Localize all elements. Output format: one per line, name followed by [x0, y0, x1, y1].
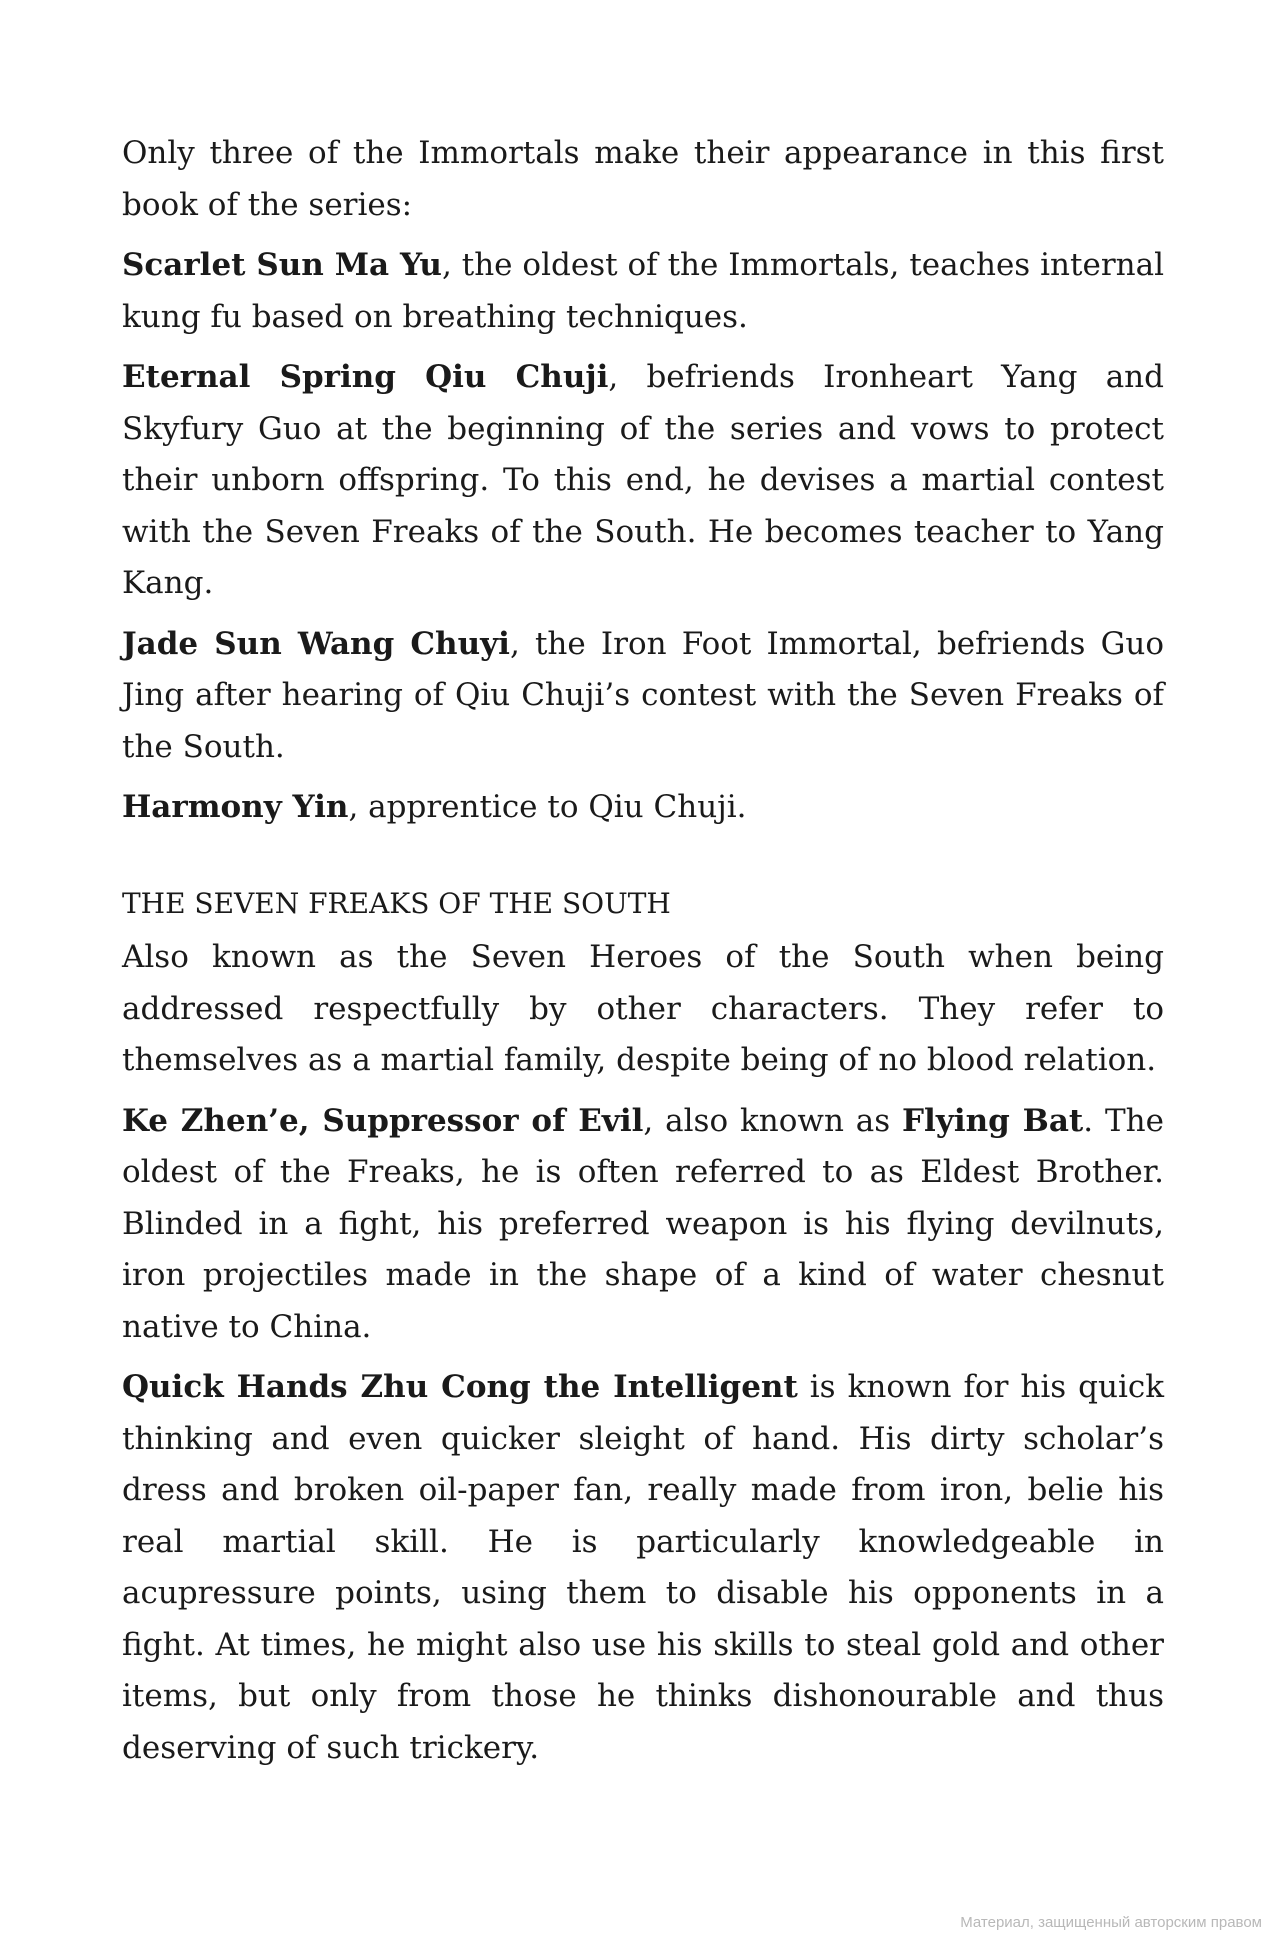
character-name: Scarlet Sun Ma Yu [122, 247, 442, 283]
character-name: Ke Zhen’e, Suppressor of Evil [122, 1102, 644, 1139]
freaks-description-text: Also known as the Seven Heroes of the South when being addressed respectfully by other characters. They refer to themselves as a martial family, despite being of no blood relation. [122, 939, 1164, 1078]
intro-text: Only three of the Immortals make their appearance in this first book of the series: [122, 135, 1164, 223]
character-name: Harmony Yin [122, 789, 349, 825]
immortal-entry-harmony-yin [122, 782, 1164, 834]
freak-entry-zhu-cong [122, 1362, 1164, 1774]
character-name: Jade Sun Wang Chuyi [122, 625, 510, 662]
page-body [122, 128, 1164, 1783]
character-description: , the oldest of the Immortals, teaches internal kung fu based on breathing techniques. [122, 247, 1164, 335]
character-description: , apprentice to Qiu Chuji. [348, 789, 747, 825]
character-description: . The oldest of the Freaks, he is often referred to as Eldest Brother. Blinded in a fight, his preferred weapon is his flying devilnuts, iron projectiles made in the shape of a kind of water chesnut native to China. [122, 1102, 1164, 1345]
character-description: , also known as [643, 1102, 903, 1139]
immortal-entry-ma-yu [122, 240, 1164, 343]
freaks-description [122, 932, 1164, 1087]
immortal-entry-wang-chuyi [122, 619, 1164, 774]
immortal-entry-qiu-chuji [122, 352, 1164, 610]
character-name: Eternal Spring Qiu Chuji [122, 359, 609, 395]
character-description: , befriends Ironheart Yang and Skyfury Guo at the beginning of the series and vows to protect their unborn offspring. To this end, he devises a martial contest with the Seven Freaks of the South. He becomes teacher to Yang Kang. [122, 359, 1164, 601]
freak-entry-ke-zhene [122, 1096, 1164, 1354]
copyright-watermark: Материал, защищенный авторским правом [960, 1914, 1262, 1931]
character-name: Quick Hands Zhu Cong the Intelligent [122, 1369, 798, 1405]
character-description: is known for his quick thinking and even quicker sleight of hand. His dirty scholar’s dress and broken oil-paper fan, really made from iron, belie his real martial skill. He is particularly knowledgeable in acupressure points, using them to disable his opponents in a fight. At times, he might also use his skills to steal gold and other items, but only from those he thinks dishonourable and thus deserving of such trickery. [122, 1369, 1165, 1766]
character-alias: Flying Bat [902, 1102, 1084, 1139]
character-description: , the Iron Foot Immortal, befriends Guo Jing after hearing of Qiu Chuji’s contest with the Seven Freaks of the South. [122, 625, 1164, 765]
section-heading: THE SEVEN FREAKS OF THE SOUTH [122, 886, 671, 920]
intro-paragraph [122, 128, 1164, 231]
